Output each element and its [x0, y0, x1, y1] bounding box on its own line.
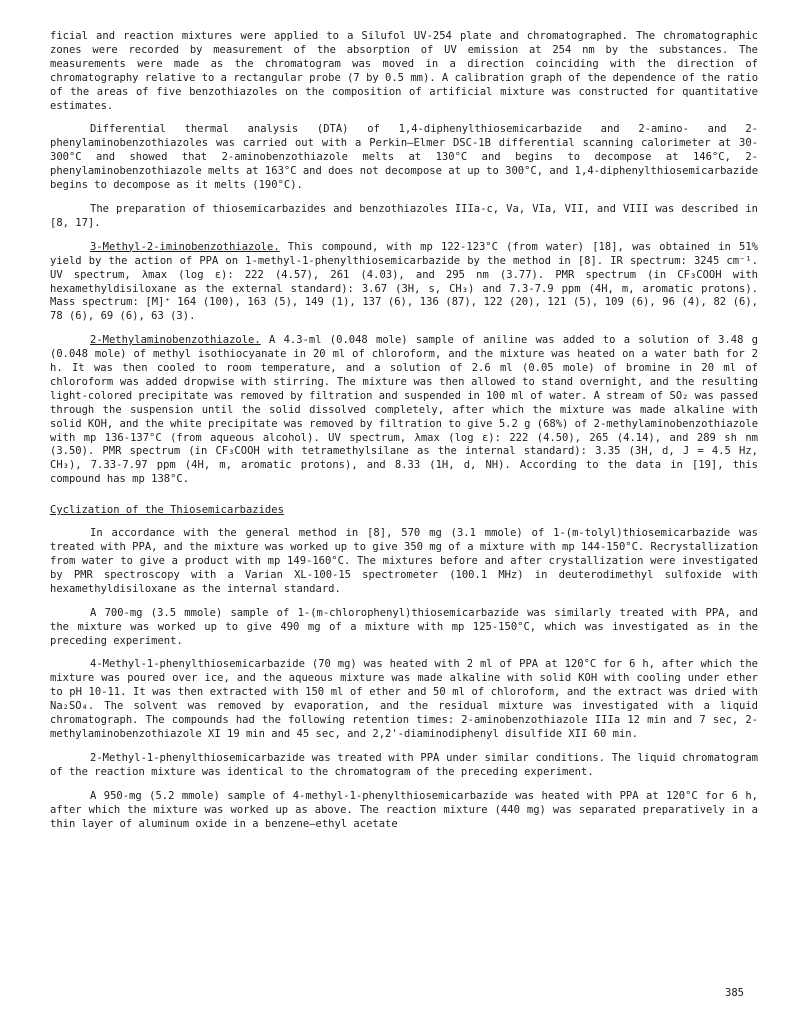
paragraph-text: This compound, with mp 122-123°C (from water) [18], was obtained in 51% yield by the action of PPA on 1-methyl-1-phenylthiosemicarbazide by the method in [8]. IR spectrum: 3245 cm⁻¹. UV spectrum, λmax (log ε): 222 (4.57), 261 (4.03), and 295 nm (3.77). PMR spectrum (in CF₃COOH with hexamethyldisiloxane as the external standard): 3.67 (3H, s, CH₃) and 7.3-7.9 ppm (4H, m, aromatic protons). Mass spectrum: [M]⁺ 164 (100), 163 (5), 149 (1), 137 (6), 136 (87), 122 (20), 121 (5), 109 (6), 96 (4), 82 (6), 78 (6), 69 (6), 63 (3).: [50, 240, 758, 323]
paragraph-tolyl: In accordance with the general method in [8], 570 mg (3.1 mmole) of 1-(m-tolyl)thiosemicarbazide was treated with PPA, and the mixture was worked up to give 350 mg of a mixture with mp 144-150°C. Recrystallization from water to give a product with mp 149-160°C. The mixtures before and after crystallization were investigated by PMR spectroscopy with a Varian XL-100-15 spectrometer (100.1 MHz) in deuterodimethyl sulfoxide with hexamethyldisiloxane as the internal standard.: [50, 527, 759, 595]
page-body: [50, 30, 758, 831]
page-number: 385: [725, 987, 744, 999]
paragraph-2-methyl: 2-Methyl-1-phenylthiosemicarbazide was treated with PPA under similar conditions. The liquid chromatogram of the reaction mixture was identical to the chromatogram of the preceding experiment.: [50, 751, 758, 778]
section-heading: Cyclization of the Thiosemicarbazides: [50, 504, 284, 517]
paragraph-dta: Differential thermal analysis (DTA) of 1,4-diphenylthiosemicarbazide and 2-amino- and 2-phenylaminobenzothiazoles was carried out with a Perkin—Elmer DSC-1B differential scanning calorimeter at 30-300°C and showed that 2-aminobenzothiazole melts at 130°C and begins to decompose at 146°C, 2-phenylaminobenzothiazole melts at 163°C and does not decompose at up to 300°C, and 1,4-diphenylthiosemicarbazide begins to decompose as it melts (190°C).: [50, 123, 759, 192]
paragraph-tlc: ficial and reaction mixtures were applied to a Silufol UV-254 plate and chromatographed. The chromatographic zones were recorded by measurement of the absorption of UV emission at 254 nm by the substances. The measurements were made as the chromatogram was moved in a direction coinciding with the direction of chromatography relative to a rectangular probe (7 by 0.5 mm). A calibration graph of the dependence of the ratio of the areas of five benzothiazoles on the composition of artificial mixture was constructed for quantitative estimates.: [50, 30, 759, 112]
paragraph-4-methyl: 4-Methyl-1-phenylthiosemicarbazide (70 mg) was heated with 2 ml of PPA at 120°C for 6 h, after which the mixture was poured over ice, and the aqueous mixture was made alkaline with solid KOH with cooling under ether to pH 10-11. It was then extracted with 150 ml of ether and 50 ml of chloroform, and the extract was dried with Na₂SO₄. The solvent was removed by evaporation, and the residual mixture was investigated with a liquid chromatograph. The compounds had the following retention times: 2-aminobenzothiazole IIIa 12 min and 7 sec, 2-methylaminobenzothiazole XI 19 min and 45 sec, and 2,2'-diaminodiphenyl disulfide XII 60 min.: [50, 658, 758, 740]
compound-heading: 2-Methylaminobenzothiazole.: [90, 334, 261, 347]
paragraph-text: A 4.3-ml (0.048 mole) sample of aniline was added to a solution of 3.48 g (0.048 mole) of methyl isothiocyanate in 20 ml of chloroform, and the mixture was heated on a water bath for 2 h. It was then cooled to room temperature, and a solution of 2.6 ml (0.05 mole) of bromine in 20 ml of chloroform was added dropwise with stirring. The mixture was then allowed to stand overnight, and the resulting light-colored precipitate was removed by filtration and suspended in 100 ml of water. A stream of SO₂ was passed through the suspension until the solid dissolved completely, after which the mixture was made alkaline with solid KOH, and the white precipitate was removed by filtration to give 5.2 g (68%) of 2-methylaminobenzothiazole with mp 136-137°C (from aqueous alcohol). UV spectrum, λmax (log ε): 222 (4.50), 265 (4.14), and 289 sh nm (3.50). PMR spectrum (in CF₃COOH with tetramethylsilane as the internal standard): 3.35 (3H, d, J = 4.5 Hz, CH₃), 7.33-7.97 ppm (4H, m, aromatic protons), and 8.33 (1H, d, NH). According to the data in [19], this compound has mp 138°C.: [50, 334, 759, 486]
paragraph-chlorophenyl: A 700-mg (3.5 mmole) sample of 1-(m-chlorophenyl)thiosemicarbazide was similarly treated with PPA, and the mixture was worked up to give 490 mg of a mixture with mp 125-150°C, which was investigated as in the preceding experiment.: [50, 606, 758, 647]
compound-heading: 3-Methyl-2-iminobenzothiazole.: [90, 240, 280, 253]
paragraph-preparation: The preparation of thiosemicarbazides and benzothiazoles IIIa-c, Va, VIa, VII, and VIII was described in [8, 17].: [50, 202, 758, 229]
paragraph-methyl-iminobenzothiazole: [50, 241, 758, 324]
paragraph-methylaminobenzothiazole: [50, 334, 758, 487]
paragraph-950mg: A 950-mg (5.2 mmole) sample of 4-methyl-1-phenylthiosemicarbazide was heated with PPA at 120°C for 6 h, after which the mixture was worked up as above. The reaction mixture (440 mg) was separated preparatively in a thin layer of aluminum oxide in a benzene—ethyl acetate: [50, 789, 758, 830]
